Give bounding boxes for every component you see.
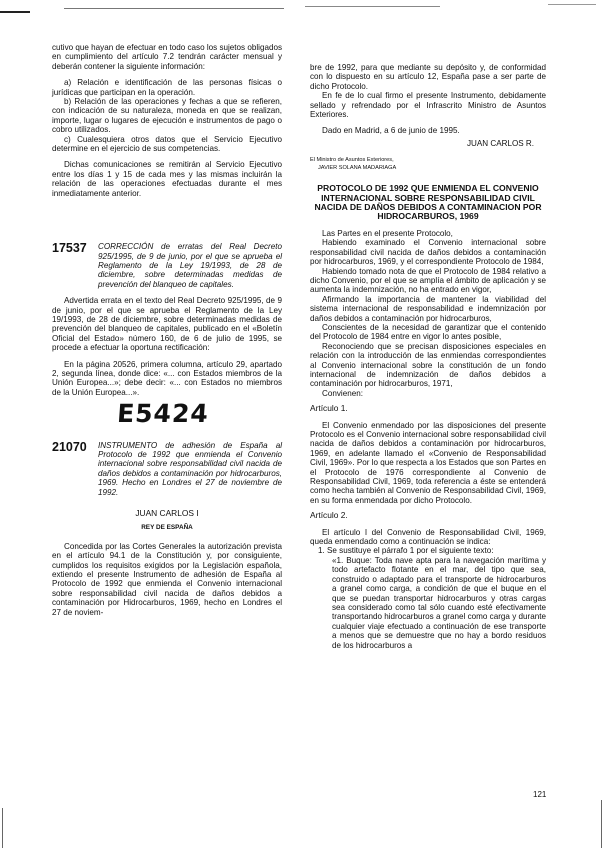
- paragraph: En fe de lo cual firmo el presente Instrumento, debidamente sellado y refrendado por el Infrascrito Ministro de Asuntos Exteriores.: [310, 91, 546, 120]
- paragraph: El Convenio enmendado por las disposiciones del presente Protocolo es el Convenio internacional sobre responsabilidad civil nacida de daños debidos a contaminación por hidrocarburos, 1969, en adelante llamado el «Convenio de Responsabilidad Civil, 1969». Por lo que respecta a los Estados que son Partes en el Protocolo de 1976 correspondiente al Convenio de Responsabilidad Civil, 1969, toda referencia a éste se entenderá como hecha también al Convenio de Responsabilidad Civil, 1969, en su forma enmendada por dicho Protocolo.: [310, 420, 546, 505]
- list-item-a: a) Relación e identificación de las personas físicas o jurídicas que participan en la operación.: [52, 78, 282, 97]
- paragraph: El artículo I del Convenio de Responsabilidad Civil, 1969, queda enmendado como a continuación se indica:: [310, 527, 546, 547]
- paragraph: bre de 1992, para que mediante su depósito y, de conformidad con lo dispuesto en su artículo 12, España pase a ser parte de dicho Protocolo.: [310, 63, 546, 91]
- article-heading: Artículo 2.: [310, 510, 348, 521]
- paragraph: Concedida por las Cortes Generales la autorización prevista en el artículo 94.1 de la Constitución y, por consiguiente, cumplidos los requisitos exigidos por la Legislación española, extiendo el presente Instrumento de adhesión de España al Protocolo de 1992 que enmienda el Convenio internacional sobre responsabilidad civil nacida de daños debidos a contaminación por Hidrocarburos, 1969, hecho en Londres el 27 de noviem-: [52, 541, 282, 617]
- entry-title: INSTRUMENTO de adhesión de España al Protocolo de 1992 que enmienda el Convenio internacional sobre responsabilidad civil nacida de daños debidos a contaminación por hidrocarburos, 1969. Hecho en Londres el 27 de noviembre de 1992.: [98, 440, 282, 497]
- signature: JUAN CARLOS R.: [466, 138, 534, 148]
- minister-name: JAVIER SOLANA MADARIAGA: [318, 165, 397, 172]
- scan-edge-right: [601, 800, 602, 848]
- paragraph: Reconociendo que se precisan disposiciones especiales en relación con la introducción de las enmiendas correspondientes al Convenio internacional sobre la constitución de un fondo internacional de indemnización de daños debidos a contaminación por hidrocarburos, 1971,: [310, 341, 546, 389]
- left-column: [52, 43, 282, 617]
- scan-artifact-line: [64, 8, 284, 9]
- paragraph: Dichas comunicaciones se remitirán al Servicio Ejecutivo entre los días 1 y 15 de cada mes y las mismas incluirán la relación de las operaciones efectuadas durante el mes inmediatamente anterior.: [52, 160, 282, 198]
- entry-21070: [52, 441, 282, 497]
- protocol-title: PROTOCOLO DE 1992 QUE ENMIENDA EL CONVENIO INTERNACIONAL SOBRE RESPONSABILIDAD CIVIL NACIDA DE DAÑOS DEBIDOS A CONTAMINACION POR HIDROCARBUROS, 1969: [314, 183, 542, 222]
- paragraph: Conscientes de la necesidad de garantizar que el contenido del Protocolo de 1984 entre en vigor lo antes posible,: [310, 322, 546, 342]
- article-heading: Artículo 1.: [310, 403, 348, 414]
- scan-artifact-line: [548, 4, 596, 5]
- right-column: [310, 63, 546, 650]
- paragraph: Habiendo examinado el Convenio internacional sobre responsabilidad civil nacida de daños debidos a contaminación por hidrocarburos, 1969, y el correspondiente Protocolo de 1984,: [310, 238, 546, 267]
- list-item-b: b) Relación de las operaciones y fechas a que se refieren, con indicación de su naturaleza, moneda en que se realizan, importe, lugar o lugares de ejecución e instrumentos de pago o cobro utilizados.: [52, 97, 282, 135]
- paragraph: Las Partes en el presente Protocolo,: [322, 228, 453, 238]
- dated-line: Dado en Madrid, a 6 de junio de 1995.: [322, 126, 460, 136]
- paragraph: Afirmando la importancia de mantener la viabilidad del sistema internacional de responsabilidad e indemnización por daños debidos a contaminación por hidrocarburos,: [310, 294, 546, 323]
- minister-label: El Ministro de Asuntos Exteriores,: [310, 157, 394, 164]
- scan-edge-left: [2, 808, 3, 848]
- paragraph: Advertida errata en el texto del Real Decreto 925/1995, de 9 de junio, por el que se aprueba el Reglamento de la Ley 19/1993, de 28 de diciembre, sobre determinadas medidas de prevención del blanqueo de capitales, publicado en el «Boletín Oficial del Estado» número 160, de 6 de julio de 1995, se procede a efectuar la oportuna rectificación:: [52, 296, 282, 353]
- king-title: REY DE ESPAÑA: [141, 524, 193, 532]
- list-item-c: c) Cualesquiera otros datos que el Servicio Ejecutivo determine en el ejercicio de sus competencias.: [52, 134, 282, 154]
- paragraph: Habiendo tomado nota de que el Protocolo de 1984 relativo a dicho Convenio, por el que se amplía el ámbito de aplicación y se aumenta la indemnización, no ha entrado en vigor,: [310, 266, 546, 295]
- entry-17537: [52, 242, 282, 289]
- entry-number: 17537: [52, 241, 87, 256]
- page-number: 121: [533, 790, 547, 799]
- quoted-text: «1. Buque: Toda nave apta para la navegación marítima y todo artefacto flotante en el mar, del tipo que sea, construido o adaptado para el transporte de hidrocarburos a granel como carga, a condición de que el buque en el que se puedan transportar hidrocarburos y otras cargas sea considerado como tal sólo cuando esté efectivamente transportando hidrocarburos a granel como carga y durante cualquier viaje efectuado a continuación de ese transporte a menos que se demuestre que no hay a bordo residuos de los hidrocarburos a: [332, 555, 546, 650]
- entry-title: CORRECCIÓN de erratas del Real Decreto 925/1995, de 9 de junio, por el que se aprueba el Reglamento de la Ley 19/1993, de 28 de diciembre, sobre determinadas medidas de prevención del blanqueo de capitales.: [98, 242, 282, 289]
- paragraph: En la página 20526, primera columna, artículo 29, apartado 2, segunda línea, donde dice: «... con Estados miembros de la Unión Europea...»; debe decir: «... con Estados no miembros de la Unión Europea...».: [52, 359, 282, 397]
- scan-artifact-line: [305, 6, 440, 7]
- king-name: JUAN CARLOS I: [135, 508, 199, 519]
- handwritten-mark: E5424: [116, 399, 210, 429]
- paragraph: Convienen:: [322, 388, 363, 398]
- scan-artifact-line: [0, 11, 30, 13]
- paragraph: cutivo que hayan de efectuar en todo caso los sujetos obligados en cumplimiento del artículo 7.2 tendrán carácter mensual y deberán contener la siguiente información:: [52, 43, 282, 71]
- list-item: 1. Se sustituye el párrafo 1 por el siguiente texto:: [318, 546, 494, 556]
- entry-number: 21070: [52, 439, 87, 454]
